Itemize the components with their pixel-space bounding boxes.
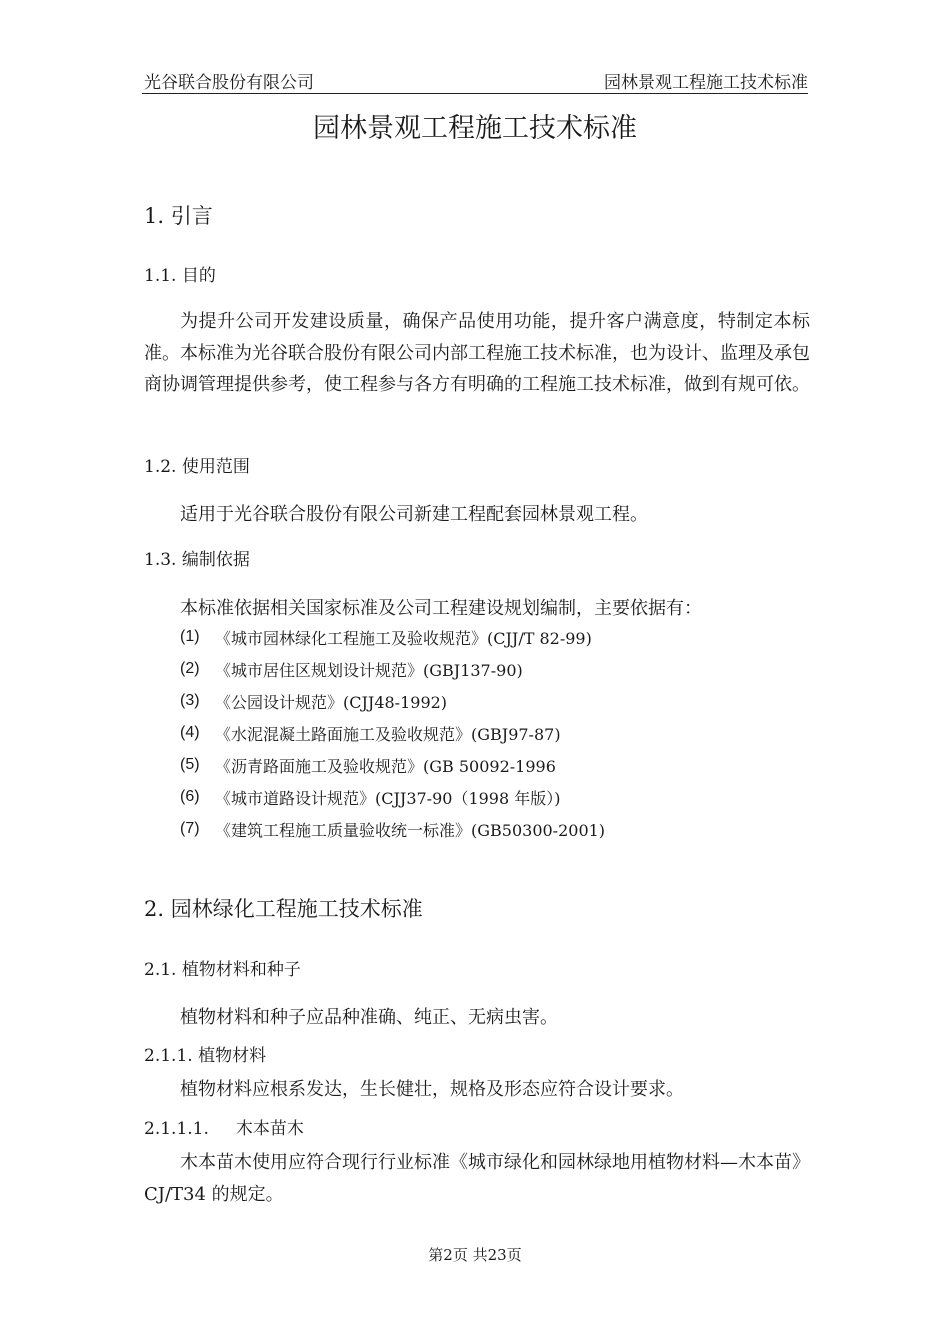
reference-item: 《沥青路面施工及验收规范》(GB 50092-1996 (215, 757, 556, 776)
page-footer: 第2页 共23页 (428, 1246, 522, 1264)
header-divider (142, 93, 808, 94)
reference-item: 《城市居住区规划设计规范》(GBJ137-90) (215, 661, 523, 680)
reference-number: (2) (180, 660, 200, 677)
reference-number: (7) (180, 820, 200, 837)
section-2-1-1-1-paragraph: 木本苗木使用应符合现行行业标准《城市绿化和园林绿地用植物材料—木本苗》CJ/T34 的规定。 (144, 1152, 810, 1205)
section-1-heading: 1. 引言 (144, 204, 213, 228)
section-2-heading: 2. 园林绿化工程施工技术标准 (144, 897, 423, 921)
reference-item: 《水泥混凝土路面施工及验收规范》(GBJ97-87) (215, 725, 561, 744)
section-2-1-1-paragraph: 植物材料应根系发达，生长健壮，规格及形态应符合设计要求。 (180, 1079, 684, 1100)
section-1-3-paragraph: 本标准依据相关国家标准及公司工程建设规划编制，主要依据有： (180, 598, 702, 619)
reference-item: 《建筑工程施工质量验收统一标准》(GB50300-2001) (215, 821, 606, 840)
reference-number: (1) (180, 628, 200, 645)
header-company: 光谷联合股份有限公司 (144, 73, 314, 93)
section-1-3-heading: 1.3. 编制依据 (144, 550, 250, 570)
section-2-1-paragraph: 植物材料和种子应品种准确、纯正、无病虫害。 (180, 1007, 558, 1028)
section-1-1-heading: 1.1. 目的 (144, 266, 216, 286)
section-1-2-paragraph: 适用于光谷联合股份有限公司新建工程配套园林景观工程。 (180, 504, 648, 525)
section-2-1-1-1-heading: 2.1.1.1. 木本苗木 (144, 1119, 304, 1139)
reference-number: (6) (180, 788, 200, 805)
reference-number: (3) (180, 692, 200, 709)
header-doc-title: 园林景观工程施工技术标准 (604, 73, 808, 93)
reference-item: 《城市道路设计规范》(CJJ37-90（1998 年版）) (215, 789, 561, 808)
section-1-2-heading: 1.2. 使用范围 (144, 457, 250, 477)
reference-item: 《城市园林绿化工程施工及验收规范》(CJJ/T 82-99) (215, 629, 592, 648)
reference-number: (5) (180, 756, 200, 773)
reference-item: 《公园设计规范》(CJJ48-1992) (215, 693, 448, 712)
page-title: 园林景观工程施工技术标准 (313, 113, 637, 144)
section-1-1-paragraph: 为提升公司开发建设质量，确保产品使用功能，提升客户满意度，特制定本标准。本标准为光谷联合股份有限公司内部工程施工技术标准，也为设计、监理及承包商协调管理提供参考，使工程参与各方有明确的工程施工技术标准，做到有规可依。 (144, 311, 810, 395)
reference-number: (4) (180, 724, 200, 741)
section-2-1-1-heading: 2.1.1. 植物材料 (144, 1046, 267, 1066)
section-2-1-heading: 2.1. 植物材料和种子 (144, 960, 301, 980)
